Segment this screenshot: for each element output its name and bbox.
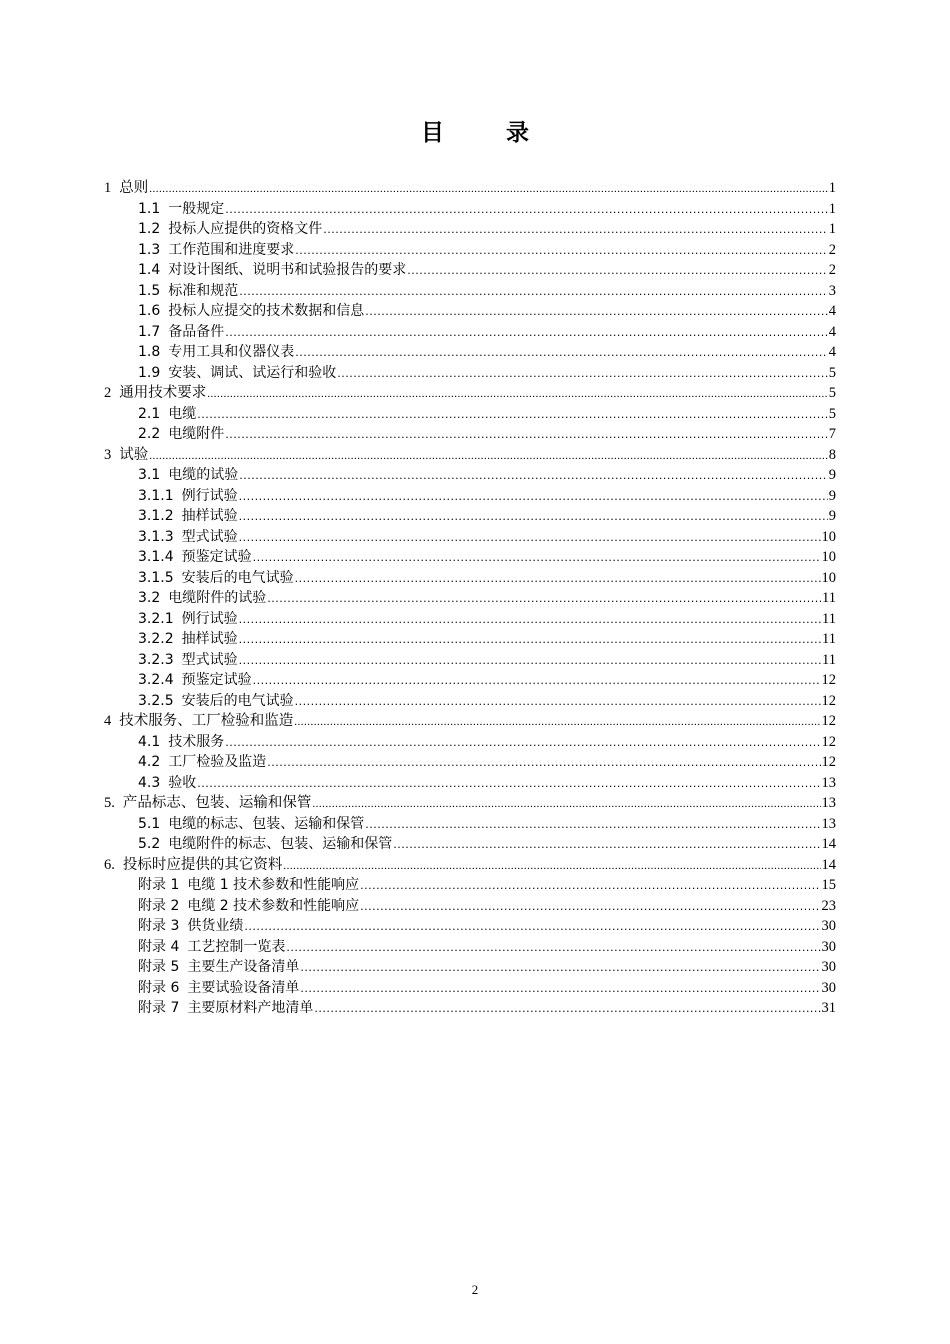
toc-entry-number: 4.3 [138,774,161,791]
toc-entry-page: 30 [821,959,836,975]
toc-entry[interactable] [104,896,836,917]
toc-entry-title: 电缆 1 技术参数和性能响应 [187,877,360,893]
toc-entry-page: 12 [821,713,836,729]
toc-entry[interactable] [104,752,836,773]
toc-entry-page: 12 [821,733,836,750]
toc-entry[interactable] [104,568,836,589]
toc-entry-page: 4 [828,344,836,360]
toc-dot-leader [225,200,827,221]
toc-entry[interactable] [104,404,836,425]
toc-entry-number: 3.1.4 [138,549,174,565]
toc-entry-page: 9 [828,467,836,483]
toc-entry[interactable] [104,711,836,732]
toc-entry[interactable] [104,547,836,568]
toc-entry[interactable] [104,773,836,794]
toc-entry[interactable] [104,916,836,937]
toc-dot-leader [239,528,821,549]
toc-dot-leader [360,897,820,918]
toc-dot-leader [295,343,827,364]
toc-entry-page: 2 [828,262,836,278]
toc-entry-number: 3.2.1 [138,610,174,627]
toc-entry-page: 1 [828,200,836,217]
toc-entry-page: 11 [822,651,836,668]
toc-entry-number: 4.1 [138,733,161,750]
toc-entry[interactable] [104,281,836,302]
toc-entry-number: 5.1 [138,815,161,832]
toc-entry[interactable] [104,486,836,507]
toc-entry-page: 15 [821,877,836,893]
toc-entry-number: 附录 6 [138,979,180,996]
toc-entry-title: 对设计图纸、说明书和试验报告的要求 [168,262,407,278]
toc-dot-leader [300,979,820,1000]
toc-entry[interactable] [104,219,836,240]
toc-entry-page: 5 [828,385,836,401]
toc-dot-leader [312,794,820,815]
toc-entry-number: 1.5 [138,282,161,299]
toc-dot-leader [407,261,827,282]
toc-entry-number: 1 [104,180,112,196]
toc-entry[interactable] [104,506,836,527]
toc-entry-page: 10 [821,549,836,565]
toc-entry-page: 14 [821,836,836,852]
toc-entry-title: 供货业绩 [187,918,244,934]
toc-dot-leader [360,876,820,897]
toc-entry-title: 验收 [168,774,197,791]
toc-entry-number: 1.6 [138,303,161,319]
toc-entry-number: 附录 7 [138,1000,180,1016]
toc-entry-page: 30 [821,979,836,996]
toc-entry-number: 附录 3 [138,918,180,934]
toc-dot-leader [286,938,820,959]
toc-entry-number: 附录 1 [138,877,180,893]
toc-entry-title: 投标时应提供的其它资料 [122,856,283,873]
toc-entry-page: 1 [828,221,836,237]
toc-entry-number: 5.2 [138,836,161,852]
page-title-char-1: 目 [421,120,444,146]
toc-entry-page: 9 [828,487,836,504]
toc-entry-title: 工作范围和进度要求 [168,241,295,258]
toc-entry-page: 1 [828,180,836,196]
toc-entry-title: 安装、调试、试运行和验收 [168,364,337,381]
toc-dot-leader [225,323,827,344]
toc-entry-page: 13 [821,795,836,811]
toc-entry-number: 3.1.2 [138,508,174,524]
toc-entry-page: 3 [828,282,836,299]
toc-dot-leader [253,671,821,692]
toc-dot-leader [239,507,828,528]
toc-entry-number: 1.9 [138,364,161,381]
toc-entry[interactable] [104,629,836,650]
toc-dot-leader [197,774,820,795]
toc-entry-page: 9 [828,508,836,524]
toc-entry-number: 1.8 [138,344,161,360]
toc-entry[interactable] [104,199,836,220]
toc-entry-page: 30 [821,918,836,934]
toc-entry-title: 试验 [119,446,149,463]
toc-entry-title: 电缆附件的试验 [168,590,267,606]
toc-entry[interactable] [104,588,836,609]
toc-dot-leader [283,856,820,877]
toc-dot-leader [295,692,821,713]
toc-entry-number: 4 [104,713,112,729]
toc-entry-title: 备品备件 [168,323,225,340]
toc-entry-title: 例行试验 [181,610,238,627]
toc-entry-number: 2.1 [138,405,161,422]
toc-entry-number: 3.2.2 [138,631,174,647]
toc-entry-title: 专用工具和仪器仪表 [168,344,295,360]
toc-dot-leader [149,179,828,200]
page-title [0,114,950,147]
toc-entry-number: 3.2.3 [138,651,174,668]
toc-entry-number: 1.3 [138,241,161,258]
toc-entry-number: 3.2.5 [138,692,174,709]
toc-entry-number: 3.2 [138,590,161,606]
toc-dot-leader [239,651,821,672]
toc-entry[interactable] [104,875,836,896]
toc-entry-page: 12 [821,672,836,688]
toc-entry[interactable] [104,978,836,999]
toc-entry-title: 工艺控制一览表 [187,938,286,955]
toc-entry[interactable] [104,957,836,978]
toc-entry-page: 13 [821,815,836,832]
toc-dot-leader [239,610,821,631]
toc-entry-number: 1.7 [138,323,161,340]
toc-dot-leader [393,835,820,856]
toc-entry[interactable] [104,527,836,548]
toc-entry[interactable] [104,383,836,404]
toc-dot-leader [225,425,827,446]
toc-entry[interactable] [104,793,836,814]
toc-entry-number: 3.1.1 [138,487,174,504]
toc-dot-leader [239,282,827,303]
toc-entry-title: 抽样试验 [181,508,238,524]
toc-entry-title: 技术服务 [168,733,225,750]
toc-entry-title: 型式试验 [181,528,238,545]
toc-entry-title: 主要生产设备清单 [187,959,300,975]
toc-entry-page: 31 [821,1000,836,1016]
toc-entry-title: 技术服务、工厂检验和监造 [119,713,294,729]
toc-dot-leader [323,220,827,241]
toc-dot-leader [294,712,820,733]
toc-dot-leader [365,302,827,323]
toc-entry-number: 3.1.3 [138,528,174,545]
toc-entry-page: 23 [821,897,836,914]
toc-entry-number: 5. [104,795,115,811]
toc-dot-leader [244,917,820,938]
toc-entry-title: 电缆 [168,405,197,422]
toc-entry[interactable] [104,424,836,445]
toc-entry-title: 工厂检验及监造 [168,754,267,770]
toc-entry[interactable] [104,322,836,343]
toc-entry-number: 1.1 [138,200,161,217]
toc-entry-page: 7 [828,426,836,442]
toc-entry-title: 一般规定 [168,200,225,217]
toc-entry-title: 预鉴定试验 [181,549,252,565]
toc-entry-number: 附录 2 [138,897,180,914]
toc-entry-title: 电缆附件的标志、包装、运输和保管 [168,836,393,852]
toc-entry-title: 主要原材料产地清单 [187,1000,314,1016]
toc-entry-title: 抽样试验 [181,631,238,647]
toc-entry-page: 4 [828,323,836,340]
toc-dot-leader [267,589,821,610]
toc-entry[interactable] [104,178,836,199]
toc-dot-leader [197,405,827,426]
toc-entry[interactable] [104,855,836,876]
toc-dot-leader [149,446,828,467]
toc-entry-page: 8 [828,446,836,463]
toc-entry-title: 安装后的电气试验 [181,569,294,586]
toc-entry-number: 3.2.4 [138,672,174,688]
toc-entry-title: 例行试验 [181,487,238,504]
toc-entry-title: 产品标志、包装、运输和保管 [122,795,312,811]
toc-entry-number: 6. [104,856,115,873]
toc-entry-page: 12 [821,692,836,709]
toc-dot-leader [225,733,820,754]
toc-entry-page: 5 [828,364,836,381]
toc-entry-page: 10 [821,528,836,545]
toc-entry-number: 3.1.5 [138,569,174,586]
toc-entry-title: 预鉴定试验 [181,672,252,688]
toc-entry-title: 标准和规范 [168,282,239,299]
toc-entry[interactable] [104,363,836,384]
toc-entry-page: 14 [821,856,836,873]
toc-entry[interactable] [104,240,836,261]
toc-dot-leader [239,487,828,508]
toc-entry[interactable] [104,445,836,466]
toc-entry-page: 11 [822,610,836,627]
toc-dot-leader [300,958,820,979]
toc-entry-title: 型式试验 [181,651,238,668]
toc-entry-number: 1.2 [138,221,161,237]
toc-entry-number: 1.4 [138,262,161,278]
toc-entry-number: 附录 4 [138,938,180,955]
toc-entry-title: 电缆 2 技术参数和性能响应 [187,897,360,914]
toc-entry-number: 附录 5 [138,959,180,975]
toc-entry-number: 3.1 [138,467,161,483]
toc-dot-leader [253,548,821,569]
toc-entry[interactable] [104,937,836,958]
toc-dot-leader [207,384,828,405]
toc-entry-page: 11 [822,590,836,606]
toc-entry[interactable] [104,465,836,486]
toc-entry[interactable] [104,650,836,671]
toc-entry-page: 11 [822,631,836,647]
toc-entry-title: 投标人应提交的技术数据和信息 [168,303,365,319]
toc-dot-leader [314,999,820,1020]
toc-entry-title: 通用技术要求 [119,385,207,401]
toc-entry[interactable] [104,609,836,630]
page-title-char-2: 录 [506,120,529,146]
toc-entry[interactable] [104,998,836,1019]
toc-entry-number: 4.2 [138,754,161,770]
toc-entry-title: 总则 [119,180,149,196]
toc-entry-number: 2 [104,385,112,401]
toc-dot-leader [295,241,827,262]
toc-dot-leader [365,815,820,836]
toc-entry[interactable] [104,732,836,753]
toc-entry[interactable] [104,301,836,322]
toc-entry[interactable] [104,814,836,835]
toc-entry-page: 5 [828,405,836,422]
toc-entry-page: 4 [828,303,836,319]
toc-dot-leader [337,364,827,385]
toc-entry-title: 投标人应提供的资格文件 [168,221,323,237]
toc-entry-title: 电缆的试验 [168,467,239,483]
toc-dot-leader [267,753,820,774]
toc-entry-title: 安装后的电气试验 [181,692,294,709]
toc-entry-page: 10 [821,569,836,586]
toc-entry-title: 电缆的标志、包装、运输和保管 [168,815,365,832]
toc-entry[interactable] [104,834,836,855]
toc-dot-leader [295,569,821,590]
toc-entry[interactable] [104,670,836,691]
page-number: 2 [471,1282,479,1297]
toc-entry-title: 主要试验设备清单 [187,979,300,996]
toc-entry[interactable] [104,342,836,363]
toc-entry-number: 3 [104,446,112,463]
toc-entry-number: 2.2 [138,426,161,442]
toc-entry-page: 12 [821,754,836,770]
toc-dot-leader [239,466,827,487]
toc-entry[interactable] [104,260,836,281]
toc-entry-page: 30 [821,938,836,955]
table-of-contents [104,178,836,1019]
toc-entry-page: 2 [828,241,836,258]
toc-dot-leader [239,630,821,651]
toc-entry-title: 电缆附件 [168,426,225,442]
toc-entry-page: 13 [821,774,836,791]
toc-entry[interactable] [104,691,836,712]
